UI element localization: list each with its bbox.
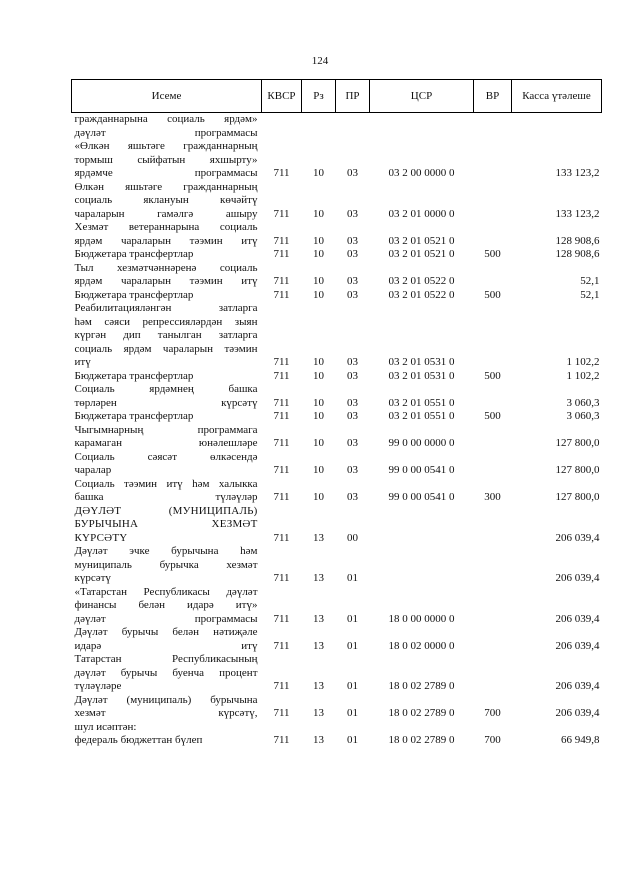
row-kassa-cell	[512, 721, 602, 735]
row-vr-cell	[474, 721, 512, 735]
row-csr-cell: 18 0 02 2789 0	[388, 680, 455, 692]
row-csr-cell: 03 2 01 0551 0	[388, 396, 455, 409]
row-name-line: гражданнарына социаль ярдәм»	[74, 113, 258, 125]
row-kvsr-cell: 711	[273, 410, 290, 422]
row-name-cell	[72, 370, 262, 384]
row-pr-cell: 01	[347, 639, 358, 652]
row-pr-cell: 03	[347, 207, 358, 220]
row-name-line: Социаль сәясәт өлкәсендә	[74, 450, 258, 463]
header-pr: ПР	[336, 80, 370, 113]
row-name-line: ярдәм чараларын тәэмин итү	[74, 275, 258, 287]
row-name-cell	[72, 140, 262, 181]
row-name-line: күрсәтү	[74, 572, 111, 584]
row-name-cell	[72, 545, 262, 586]
row-vr-cell	[474, 586, 512, 627]
row-csr-cell: 99 0 00 0541 0	[388, 464, 455, 476]
row-name-line: Дәүләт эчке бурычына һәм	[74, 545, 258, 557]
row-kassa-cell: 127 800,0	[555, 464, 600, 476]
row-rz-cell: 13	[313, 572, 324, 584]
row-name-line: «Өлкән яшьтәге гражданнарның	[74, 140, 258, 152]
row-vr-cell	[474, 451, 512, 478]
row-name-line: БУРЫЧЫНА ХЕЗМӘТ	[74, 518, 258, 530]
row-name-line: Дәүләт (муниципаль) бурычына	[74, 693, 258, 706]
row-pr-cell	[336, 113, 370, 141]
row-name-line: Бюджетара трансфертлар	[74, 410, 194, 422]
row-kassa-cell: 52,1	[580, 288, 600, 301]
row-name-line: Бюджетара трансфертлар	[74, 369, 194, 382]
row-kvsr-cell: 711	[273, 207, 290, 220]
row-vr-cell	[474, 424, 512, 451]
row-name-line: һәм сәяси репрессияләрдән зыян	[74, 315, 258, 328]
table-row	[72, 626, 602, 653]
row-csr-cell	[370, 113, 474, 141]
row-name-cell	[72, 221, 262, 248]
header-csr: ЦСР	[370, 80, 474, 113]
row-pr-cell: 03	[347, 410, 358, 422]
row-kassa-cell: 128 908,6	[555, 234, 600, 247]
row-name-line: башка түләүләр	[74, 491, 258, 503]
row-kvsr-cell: 711	[273, 491, 290, 503]
table-row	[72, 586, 602, 627]
row-rz-cell: 10	[313, 491, 324, 503]
table-row	[72, 424, 602, 451]
row-rz-cell: 13	[313, 707, 324, 719]
row-vr-cell	[474, 545, 512, 586]
row-name-line: ярдәмче программасы	[74, 167, 258, 179]
header-kassa: Касса үтәлеше	[512, 80, 602, 113]
row-rz-cell: 10	[313, 437, 324, 449]
row-pr-cell: 03	[347, 491, 358, 503]
table-row	[72, 478, 602, 505]
row-name-cell	[72, 262, 262, 289]
row-name-cell	[72, 113, 262, 141]
row-csr-cell: 03 2 01 0521 0	[388, 248, 455, 260]
row-pr-cell: 01	[347, 680, 358, 692]
row-pr-cell: 00	[347, 531, 358, 544]
row-name-cell	[72, 451, 262, 478]
row-vr-cell	[474, 626, 512, 653]
row-rz-cell: 13	[313, 734, 324, 746]
row-name-line: шул исәптән:	[74, 720, 137, 733]
row-name-cell	[72, 653, 262, 694]
row-name-line: чараларын гамәлгә ашыру	[74, 207, 258, 220]
table-row	[72, 262, 602, 289]
row-kvsr-cell: 711	[273, 234, 290, 247]
row-name-line: Дәүләт бурычы белән нәтиҗәле	[74, 626, 258, 638]
table-row	[72, 451, 602, 478]
row-csr-cell: 03 2 01 0521 0	[388, 234, 455, 247]
row-name-cell	[72, 586, 262, 627]
row-name-line: чаралар	[74, 464, 112, 476]
row-kvsr-cell: 711	[273, 572, 290, 584]
header-kvsr: КВСР	[262, 80, 302, 113]
row-name-line: муниципаль бурычка хезмәт	[74, 558, 258, 571]
row-pr-cell: 01	[347, 707, 358, 719]
row-name-cell	[72, 721, 262, 735]
row-name-cell	[72, 626, 262, 653]
row-vr-cell: 500	[484, 369, 501, 382]
row-name-cell	[72, 248, 262, 262]
row-kassa-cell: 206 039,4	[555, 639, 600, 652]
table-row	[72, 734, 602, 748]
row-kassa-cell: 133 123,2	[555, 207, 600, 220]
row-name-line: идарә итү	[74, 639, 258, 652]
row-kassa-cell: 206 039,4	[555, 680, 600, 692]
row-vr-cell: 500	[484, 410, 501, 422]
row-name-line: дәүләт бурычы буенча процент	[74, 666, 258, 679]
row-rz-cell: 10	[313, 288, 324, 301]
row-pr-cell: 03	[347, 288, 358, 301]
row-csr-cell: 03 2 01 0531 0	[388, 369, 455, 382]
row-name-line: Татарстан Республикасының	[74, 653, 258, 665]
row-name-line: карамаган юнәлешләре	[74, 437, 258, 449]
table-row	[72, 370, 602, 384]
row-name-cell	[72, 694, 262, 721]
row-pr-cell: 01	[347, 612, 358, 625]
row-kvsr-cell: 711	[273, 167, 290, 179]
row-name-line: ДӘҮЛӘТ (МУНИЦИПАЛЬ)	[74, 504, 258, 517]
row-kassa-cell: 1 102,2	[566, 369, 600, 382]
row-pr-cell: 03	[347, 356, 358, 368]
row-pr-cell: 03	[347, 275, 358, 287]
row-name-cell	[72, 734, 262, 748]
row-csr-cell: 18 0 02 2789 0	[388, 707, 455, 719]
row-csr-cell: 18 0 02 0000 0	[388, 639, 455, 652]
row-pr-cell: 01	[347, 572, 358, 584]
row-pr-cell: 03	[347, 437, 358, 449]
row-csr-cell: 03 2 01 0522 0	[388, 288, 455, 301]
row-name-line: Хезмәт ветераннарына социаль	[74, 221, 258, 233]
row-vr-cell	[474, 505, 512, 546]
row-kassa-cell: 1 102,2	[566, 356, 600, 368]
table-row	[72, 289, 602, 303]
row-kvsr-cell: 711	[273, 680, 290, 692]
table-row	[72, 383, 602, 410]
row-kassa-cell: 52,1	[580, 275, 600, 287]
row-name-line: Бюджетара трансфертлар	[74, 248, 194, 260]
row-name-line: Чыгымнарның программага	[74, 423, 258, 436]
row-pr-cell: 03	[347, 248, 358, 260]
row-vr-cell	[474, 140, 512, 181]
row-name-cell	[72, 505, 262, 546]
row-name-line: күргән дип танылган затларга	[74, 329, 258, 341]
row-name-line: дәүләт программасы	[74, 612, 258, 625]
row-vr-cell: 700	[484, 707, 501, 719]
row-rz-cell: 10	[313, 356, 324, 368]
row-vr-cell	[474, 221, 512, 248]
row-vr-cell	[474, 262, 512, 289]
row-vr-cell: 500	[484, 288, 501, 301]
row-name-line: социаль яклануын көчәйтү	[74, 194, 258, 206]
row-rz-cell: 13	[313, 612, 324, 625]
row-csr-cell: 18 0 00 0000 0	[388, 612, 455, 625]
row-name-cell	[72, 478, 262, 505]
row-kassa-cell: 206 039,4	[555, 531, 600, 544]
row-vr-cell	[474, 302, 512, 370]
header-name: Исеме	[72, 80, 262, 113]
row-kassa-cell: 127 800,0	[555, 437, 600, 449]
row-rz-cell: 10	[313, 464, 324, 476]
row-name-cell	[72, 424, 262, 451]
row-rz-cell: 10	[313, 248, 324, 260]
row-kassa-cell: 128 908,6	[555, 248, 600, 260]
row-csr-cell: 99 0 00 0541 0	[388, 491, 455, 503]
row-name-line: финансы белән идарә итү»	[74, 599, 258, 611]
row-kassa-cell: 3 060,3	[566, 410, 600, 422]
row-pr-cell: 03	[347, 167, 358, 179]
page-number: 124	[311, 55, 329, 67]
row-name-line: итү	[74, 356, 91, 368]
table-row	[72, 653, 602, 694]
row-csr-cell: 03 2 01 0531 0	[388, 356, 455, 368]
row-kvsr-cell: 711	[273, 464, 290, 476]
budget-table	[71, 79, 602, 748]
row-name-line: төрләрен күрсәтү	[74, 396, 258, 409]
row-rz-cell	[302, 113, 336, 141]
row-kvsr-cell: 711	[273, 396, 290, 409]
table-row	[72, 140, 602, 181]
row-kvsr-cell: 711	[273, 531, 290, 544]
row-pr-cell: 03	[347, 369, 358, 382]
row-name-line: федераль бюджеттан бүлеп	[74, 734, 203, 746]
header-rz: Рз	[302, 80, 336, 113]
row-name-cell	[72, 181, 262, 222]
row-rz-cell	[302, 721, 336, 735]
row-kassa-cell: 206 039,4	[555, 707, 600, 719]
row-pr-cell: 03	[347, 464, 358, 476]
row-vr-cell: 300	[484, 491, 501, 503]
row-kassa-cell: 133 123,2	[555, 167, 600, 179]
table-row	[72, 721, 602, 735]
header-vr: ВР	[474, 80, 512, 113]
row-name-cell	[72, 383, 262, 410]
row-pr-cell	[336, 721, 370, 735]
row-name-line: хезмәт күрсәтү,	[74, 707, 258, 719]
row-pr-cell: 03	[347, 396, 358, 409]
table-row	[72, 545, 602, 586]
row-kassa-cell: 127 800,0	[555, 491, 600, 503]
row-name-line: КҮРСӘТҮ	[74, 531, 128, 544]
row-rz-cell: 13	[313, 531, 324, 544]
row-pr-cell: 01	[347, 734, 358, 746]
row-name-line: ярдәм чараларын тәэмин итү	[74, 234, 258, 247]
row-vr-cell	[474, 181, 512, 222]
row-csr-cell: 03 2 00 0000 0	[388, 167, 455, 179]
row-name-line: түләүләре	[74, 680, 122, 692]
row-csr-cell	[370, 721, 474, 735]
table-row	[72, 113, 602, 141]
row-vr-cell: 700	[484, 734, 501, 746]
row-name-line: Реабилитацияләнгән затларга	[74, 302, 258, 314]
row-kvsr-cell: 711	[273, 288, 290, 301]
row-kvsr-cell	[262, 113, 302, 141]
row-kassa-cell	[512, 113, 602, 141]
table-row	[72, 505, 602, 546]
row-kassa-cell: 206 039,4	[555, 612, 600, 625]
table-row	[72, 221, 602, 248]
row-rz-cell: 13	[313, 680, 324, 692]
row-kvsr-cell: 711	[273, 275, 290, 287]
row-kvsr-cell: 711	[273, 356, 290, 368]
row-kvsr-cell: 711	[273, 707, 290, 719]
row-rz-cell: 13	[313, 639, 324, 652]
row-kvsr-cell: 711	[273, 437, 290, 449]
row-csr-cell	[370, 545, 474, 586]
row-rz-cell: 10	[313, 167, 324, 179]
row-kvsr-cell: 711	[273, 248, 290, 260]
row-csr-cell: 03 2 01 0551 0	[388, 410, 455, 422]
row-rz-cell: 10	[313, 234, 324, 247]
row-name-line: Тыл хезмәтчәннәренә социаль	[74, 261, 258, 274]
row-name-line: дәүләт программасы	[74, 126, 258, 139]
row-kvsr-cell: 711	[273, 612, 290, 625]
row-rz-cell: 10	[313, 275, 324, 287]
row-kassa-cell: 66 949,8	[561, 734, 600, 746]
row-name-cell	[72, 410, 262, 424]
row-name-cell	[72, 289, 262, 303]
row-name-line: «Татарстан Республикасы дәүләт	[74, 585, 258, 598]
row-name-line: социаль ярдәм чараларын тәэмин	[74, 342, 258, 355]
row-name-line: Социаль ярдәмнең башка	[74, 383, 258, 395]
row-rz-cell: 10	[313, 410, 324, 422]
row-rz-cell: 10	[313, 207, 324, 220]
row-rz-cell: 10	[313, 369, 324, 382]
row-kassa-cell: 3 060,3	[566, 396, 600, 409]
row-csr-cell: 18 0 02 2789 0	[388, 734, 455, 746]
table-header-row	[72, 80, 602, 113]
table-row	[72, 694, 602, 721]
row-kassa-cell: 206 039,4	[555, 572, 600, 584]
row-name-line: Бюджетара трансфертлар	[74, 288, 194, 301]
row-vr-cell: 500	[484, 248, 501, 260]
row-csr-cell: 03 2 01 0000 0	[388, 207, 455, 220]
table-row	[72, 181, 602, 222]
row-vr-cell	[474, 653, 512, 694]
table-row	[72, 302, 602, 370]
row-name-line: Өлкән яшьтәге гражданнарның	[74, 180, 258, 193]
row-csr-cell: 99 0 00 0000 0	[388, 437, 455, 449]
row-vr-cell	[474, 113, 512, 141]
row-name-line: Социаль тәэмин итү һәм халыкка	[74, 477, 258, 490]
row-kvsr-cell: 711	[273, 734, 290, 746]
table-body	[72, 113, 602, 748]
row-csr-cell	[370, 505, 474, 546]
table-row	[72, 248, 602, 262]
row-pr-cell: 03	[347, 234, 358, 247]
row-kvsr-cell	[262, 721, 302, 735]
row-vr-cell	[474, 383, 512, 410]
row-rz-cell: 10	[313, 396, 324, 409]
table-row	[72, 410, 602, 424]
row-csr-cell: 03 2 01 0522 0	[388, 275, 455, 287]
row-name-cell	[72, 302, 262, 370]
row-kvsr-cell: 711	[273, 639, 290, 652]
row-name-line: тормыш сыйфатын яхшырту»	[74, 153, 258, 166]
row-kvsr-cell: 711	[273, 369, 290, 382]
